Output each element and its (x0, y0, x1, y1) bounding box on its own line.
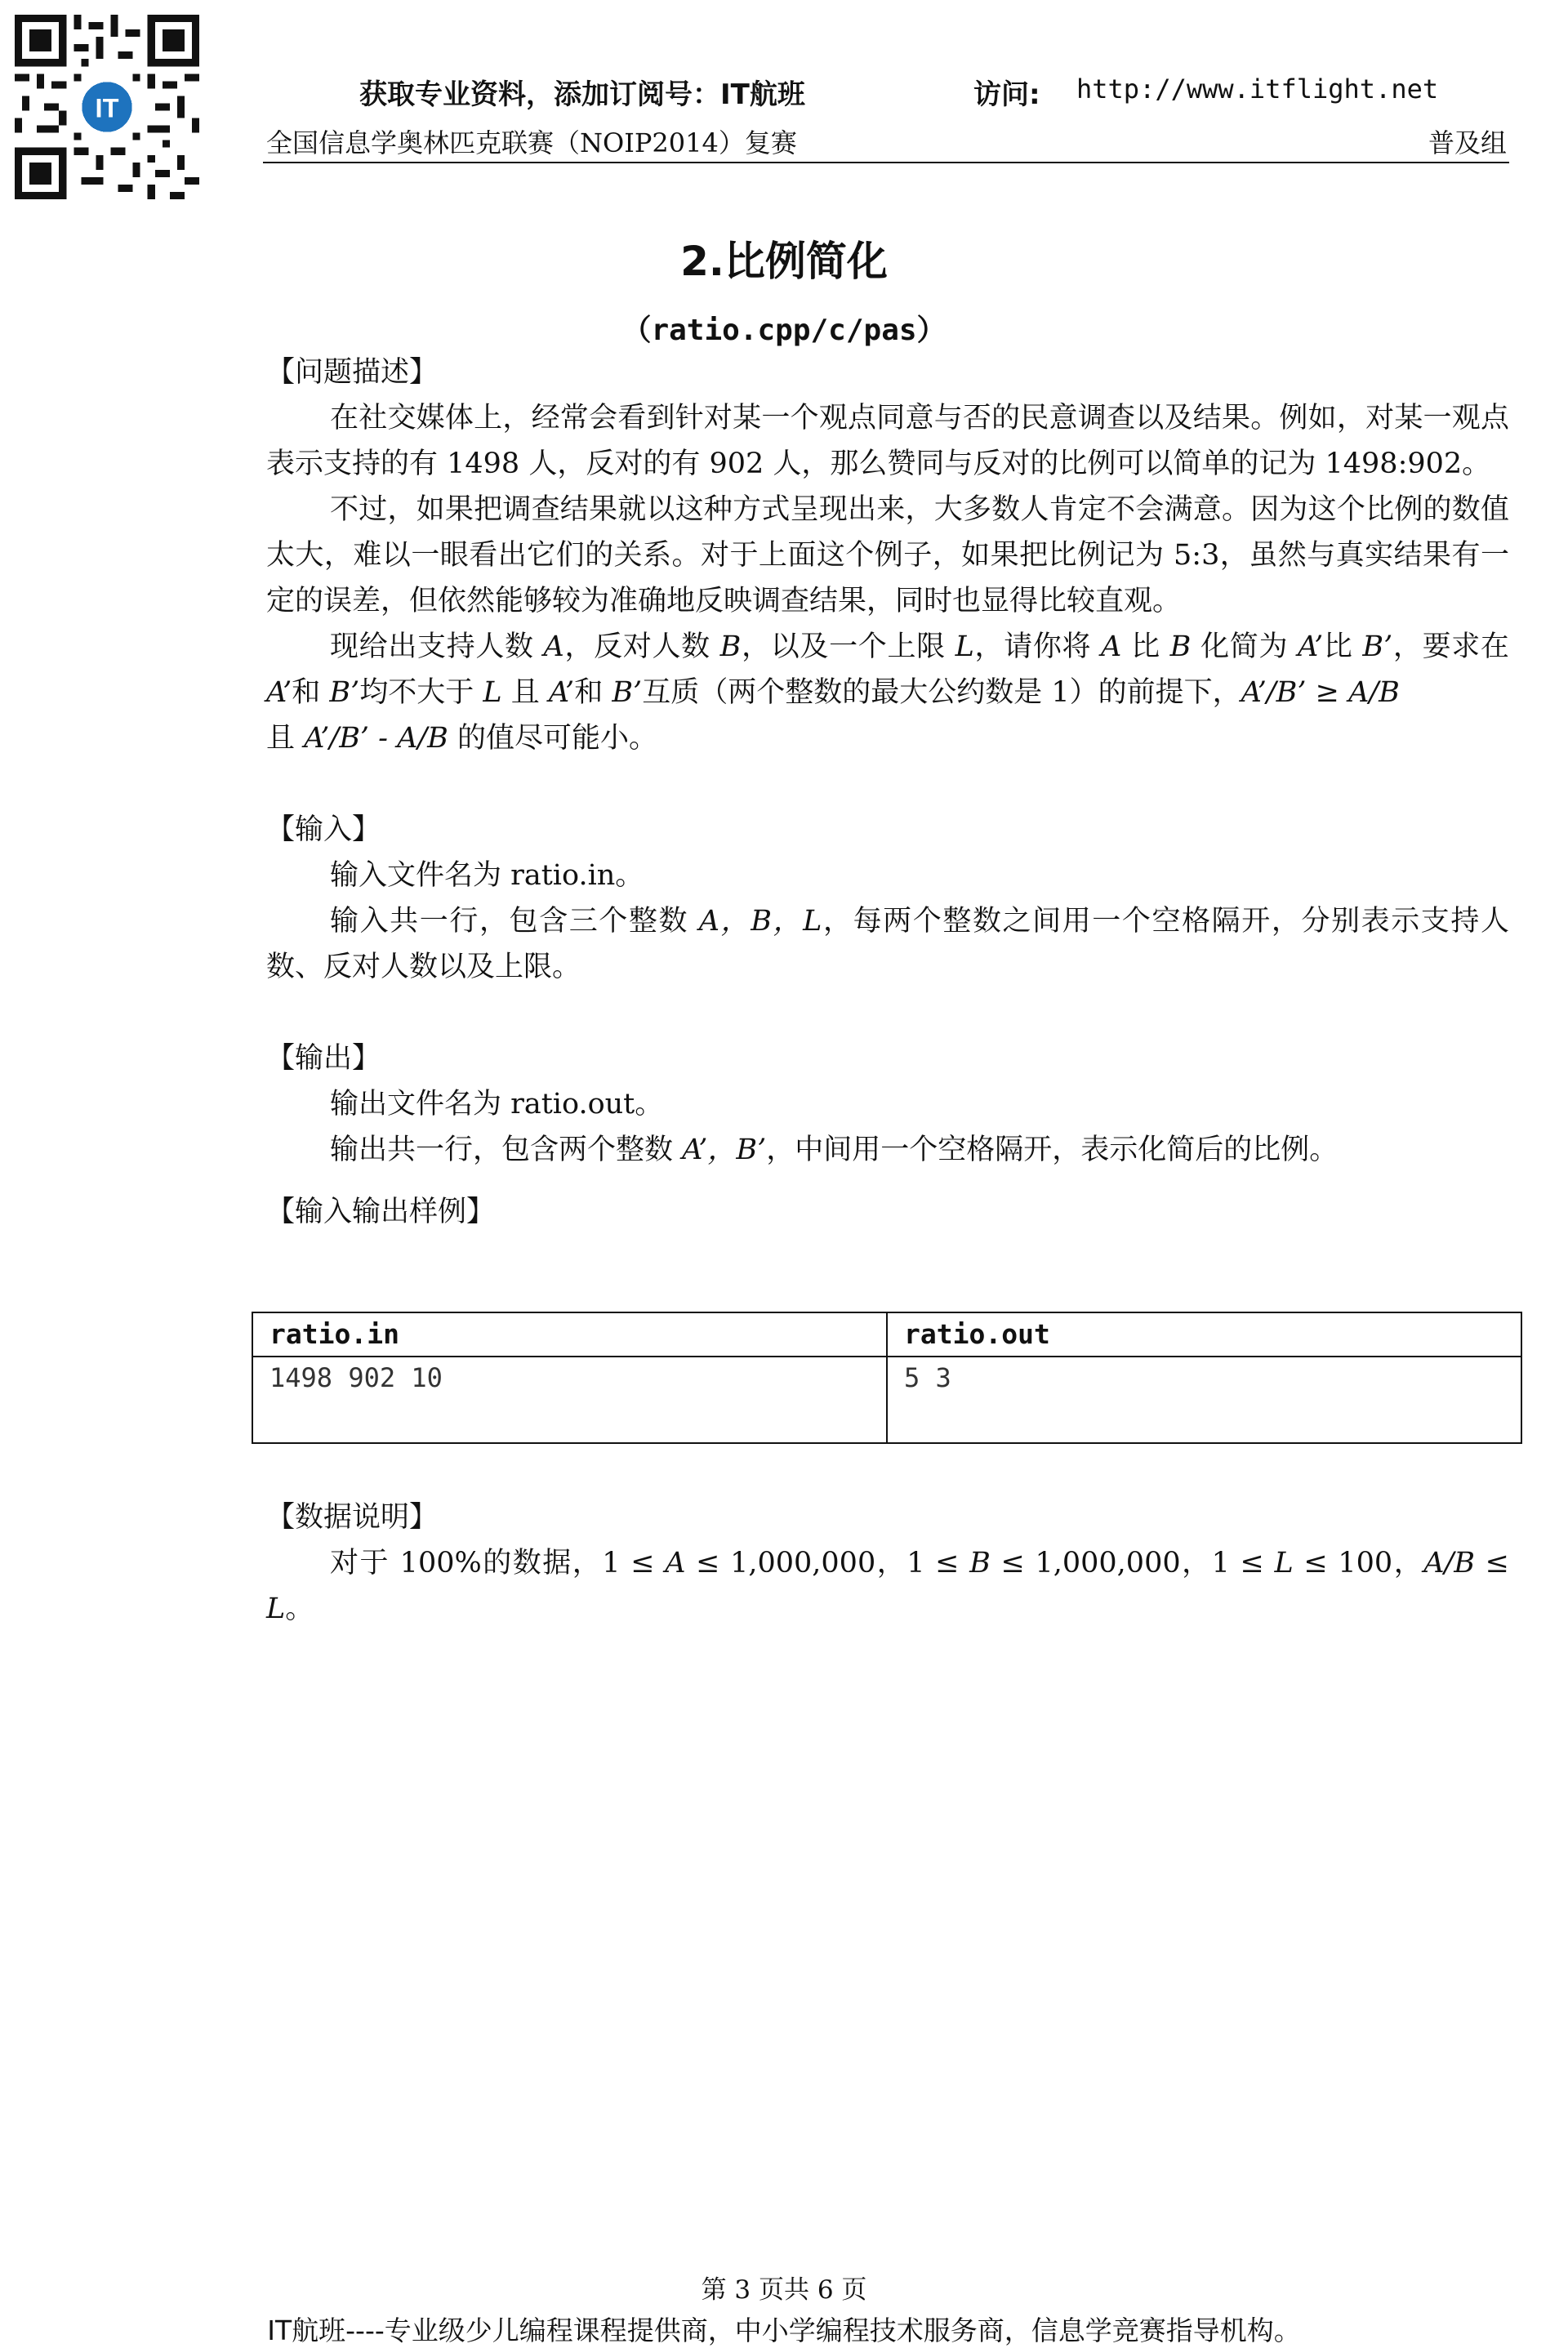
description-paragraph-1: 在社交媒体上，经常会看到针对某一个观点同意与否的民意调查以及结果。例如，对某一观点表示支持的有 1498 人，反对的有 902 人，那么赞同与反对的比例可以简单的记为 1498:902。 (266, 402, 1509, 480)
problem-title: 2.比例简化 (680, 238, 888, 285)
table-row (252, 1357, 1521, 1443)
constraints-section (266, 1495, 1509, 1632)
running-title: 全国信息学奥林匹克联赛（NOIP2014）复赛 (266, 127, 797, 158)
promo-banner (0, 72, 1568, 113)
promo-url-link[interactable]: http://www.itflight.net (1076, 74, 1439, 105)
description-heading: 【问题描述】 (266, 356, 439, 389)
promo-visit-label: 访问: (973, 78, 1040, 111)
sample-output-header: ratio.out (887, 1312, 1521, 1357)
sample-input-value: 1498 902 10 (252, 1357, 887, 1443)
description-paragraph-2: 不过，如果把调查结果就以这种方式呈现出来，大多数人肯定不会满意。因为这个比例的数值太大，难以一眼看出它们的关系。对于上面这个例子，如果把比例记为 5:3，虽然与真实结果有一定的误差，但依然能够较为准确地反映调查结果，同时也显得比较直观。 (266, 493, 1509, 617)
sample-heading: 【输入输出样例】 (266, 1196, 496, 1228)
problem-filename: （ratio.cpp/c/pas） (621, 314, 947, 347)
sample-input-header: ratio.in (252, 1312, 887, 1357)
output-paragraph-2: 输出共一行，包含两个整数 A’，B’，中间用一个空格隔开，表示化简后的比例。 (330, 1134, 1339, 1166)
table-header-row (252, 1312, 1521, 1357)
input-paragraph-2: 输入共一行，包含三个整数 A，B，L，每两个整数之间用一个空格隔开，分别表示支持人数、反对人数以及上限。 (266, 905, 1509, 983)
input-heading: 【输入】 (266, 813, 381, 846)
description-paragraph-3: 现给出支持人数 A，反对人数 B，以及一个上限 L，请你将 A 比 B 化简为 A’比 B’，要求在 A’和 B’均不大于 L 且 A’和 B’互质（两个整数的最大公约数是 1）的前提下，A’/B’ ≥ A/B 且 A’/B’ - A/B 的值尽可能小。 (266, 630, 1509, 755)
group-label: 普及组 (1428, 127, 1507, 158)
promo-subscribe-text: 获取专业资料，添加订阅号：IT航班 (359, 78, 805, 111)
header-divider (263, 162, 1509, 163)
sample-table (252, 1312, 1522, 1444)
sample-output-value: 5 3 (887, 1357, 1521, 1443)
page-number: 第 3 页共 6 页 (701, 2275, 867, 2305)
input-paragraph-1: 输入文件名为 ratio.in。 (330, 859, 644, 892)
constraints-text: 对于 100%的数据，1 ≤ A ≤ 1,000,000，1 ≤ B ≤ 1,000,000，1 ≤ L ≤ 100，A/B ≤ L。 (266, 1547, 1509, 1625)
constraints-heading: 【数据说明】 (266, 1501, 439, 1534)
qr-logo-text: IT (95, 93, 119, 123)
output-heading: 【输出】 (266, 1042, 381, 1075)
output-paragraph-1: 输出文件名为 ratio.out。 (330, 1088, 664, 1121)
footer-tagline: IT航班----专业级少儿编程课程提供商，中小学编程技术服务商，信息学竞赛指导机构。 (267, 2315, 1301, 2346)
problem-body (266, 350, 1509, 1235)
